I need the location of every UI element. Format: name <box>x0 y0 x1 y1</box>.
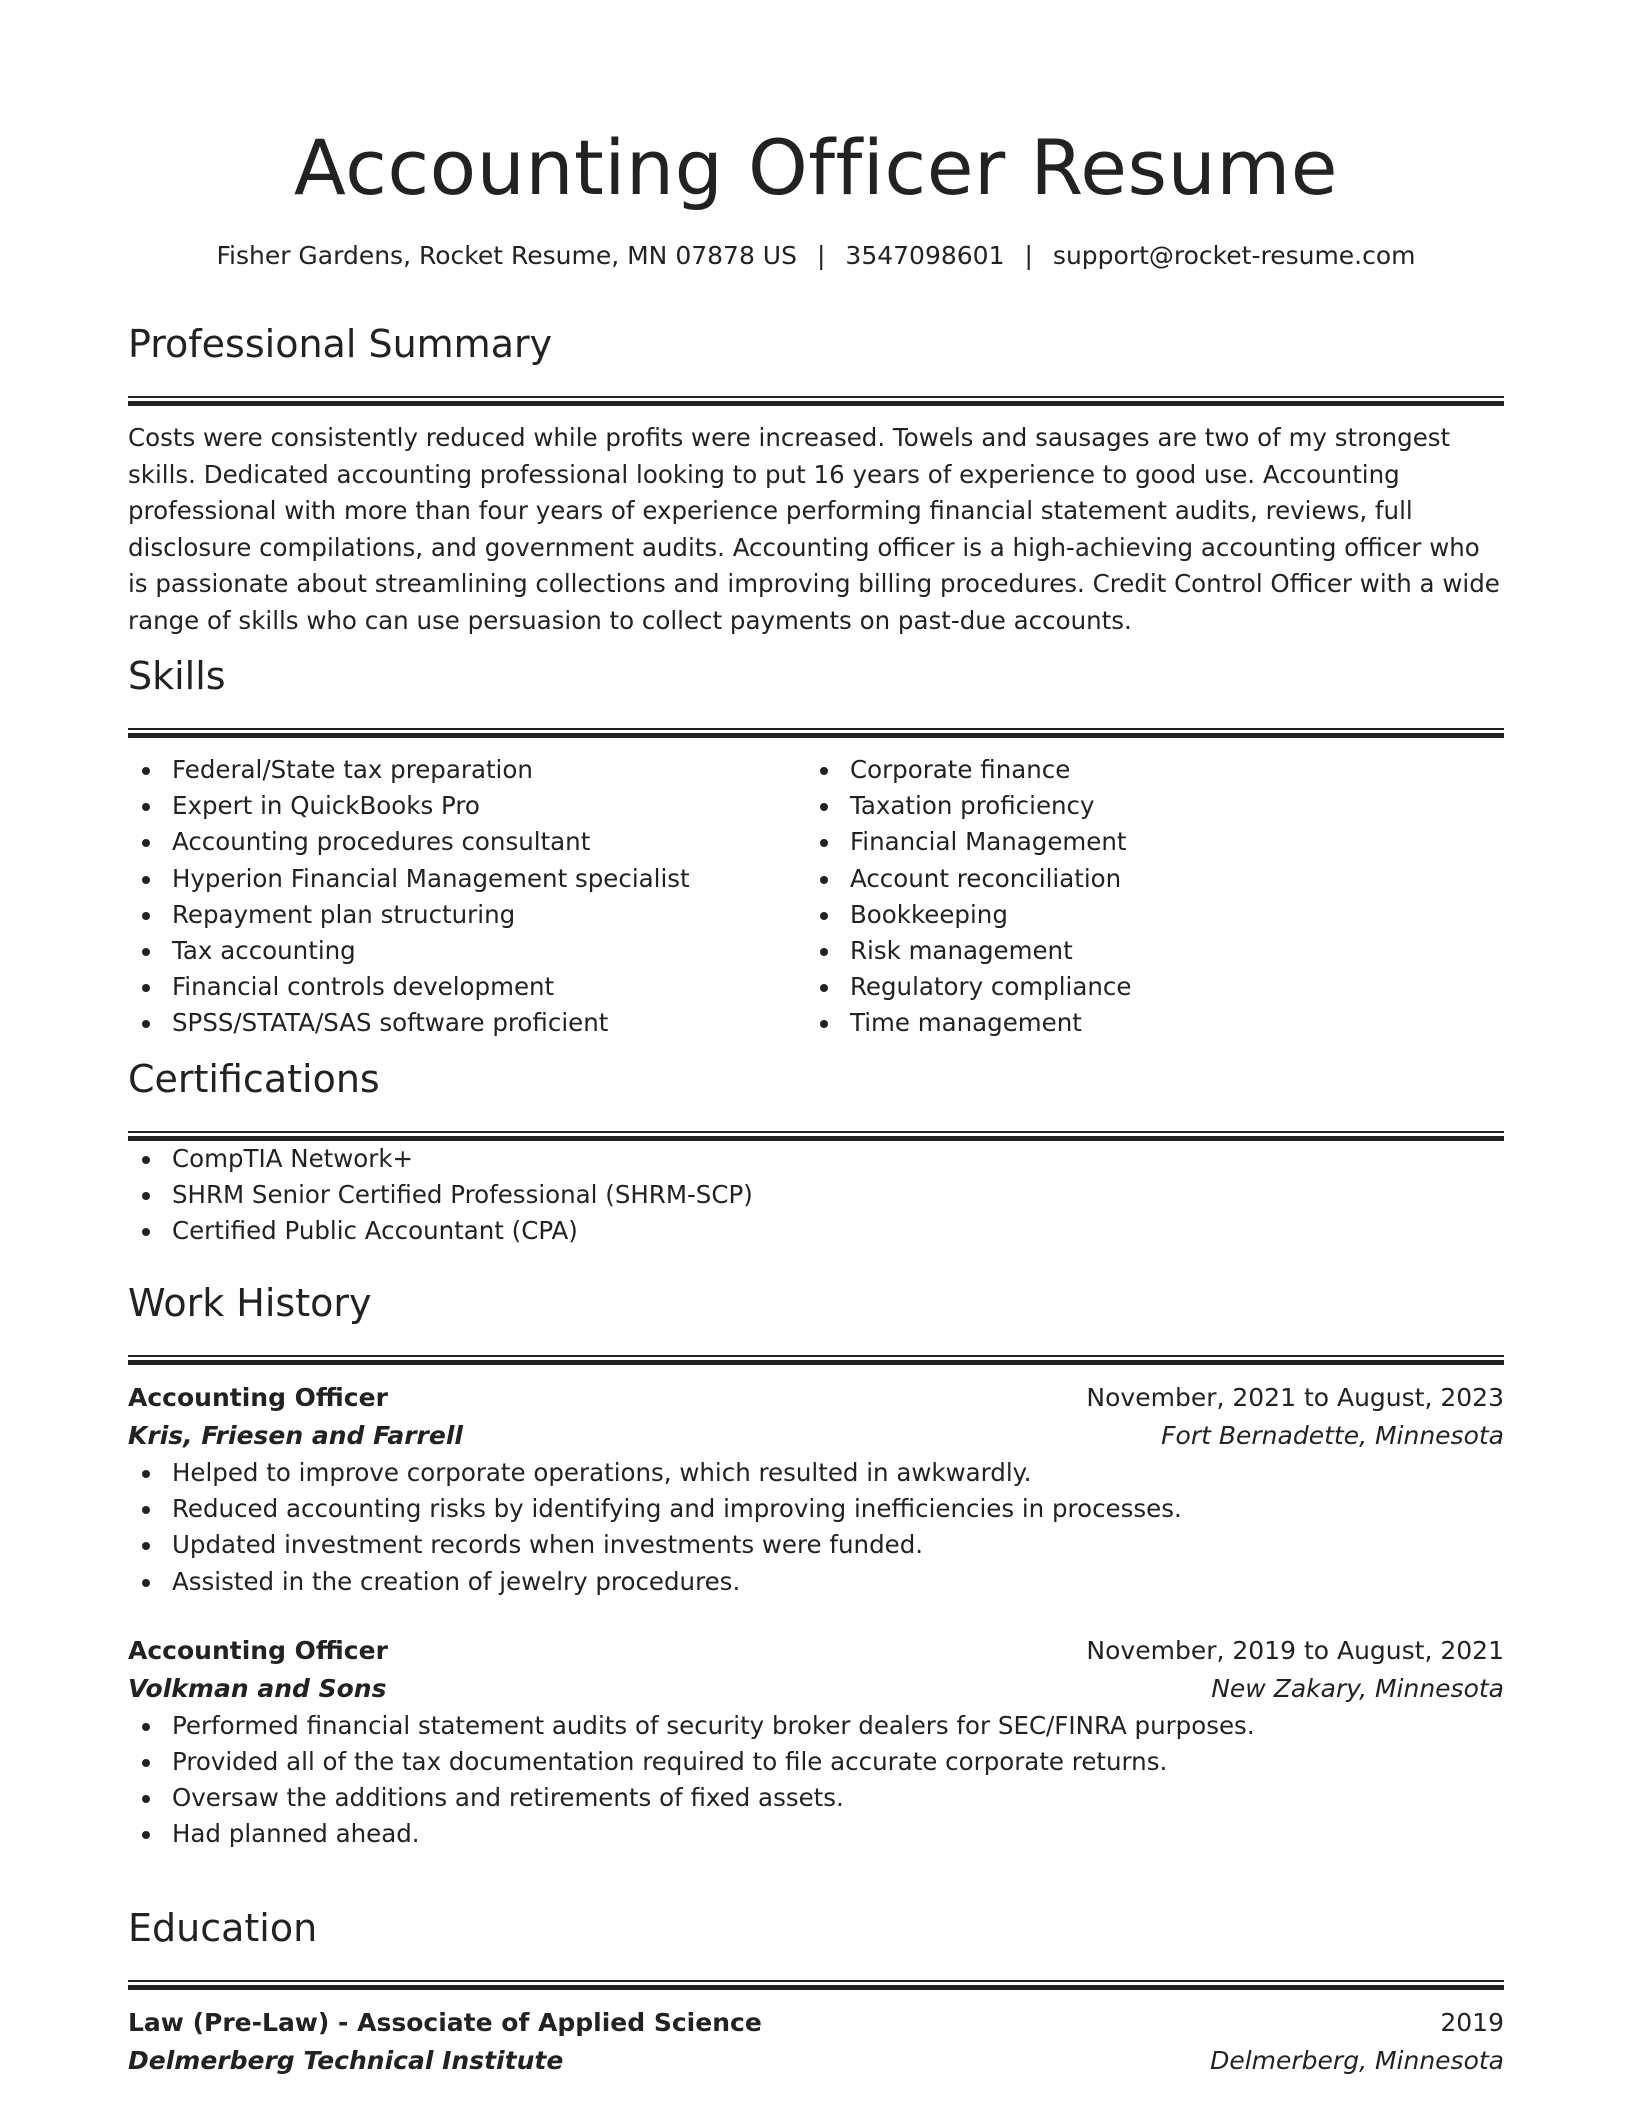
skill-item: Taxation proficiency <box>806 788 1484 824</box>
skills-list-right <box>806 752 1484 1042</box>
education-location: Delmerberg, Minnesota <box>1210 2046 1504 2075</box>
skill-item: Regulatory compliance <box>806 969 1484 1005</box>
job-bullet: Provided all of the tax documentation required to file accurate corporate returns. <box>128 1744 1504 1780</box>
skill-item: Financial Management <box>806 824 1484 860</box>
job-company-row <box>128 1670 1504 1708</box>
section-work-history <box>128 1277 1504 1853</box>
job-dates: November, 2019 to August, 2021 <box>1086 1635 1504 1665</box>
job-bullet: Had planned ahead. <box>128 1816 1504 1852</box>
job-company: Volkman and Sons <box>128 1673 387 1703</box>
job-entry <box>128 1379 1504 1600</box>
skill-item: Account reconciliation <box>806 861 1484 897</box>
section-heading: Work History <box>128 1281 372 1325</box>
resume-title: Accounting Officer Resume <box>293 123 1339 212</box>
contact-separator: | <box>816 241 826 270</box>
section-heading: Professional Summary <box>128 322 553 366</box>
job-entry <box>128 1632 1504 1853</box>
job-dates: November, 2021 to August, 2023 <box>1086 1383 1504 1412</box>
skill-item: Federal/State tax preparation <box>128 752 806 788</box>
job-location: New Zakary, Minnesota <box>1211 1673 1504 1703</box>
skill-item: Hyperion Financial Management specialist <box>128 861 806 897</box>
skill-item: Tax accounting <box>128 933 806 969</box>
skill-item: Repayment plan structuring <box>128 897 806 933</box>
education-degree: Law (Pre-Law) - Associate of Applied Science <box>128 2008 762 2037</box>
contact-line <box>128 238 1504 274</box>
skill-item: Corporate finance <box>806 752 1484 788</box>
job-bullet: Reduced accounting risks by identifying and improving inefficiencies in processes. <box>128 1491 1504 1527</box>
section-divider <box>128 1355 1504 1365</box>
contact-address: Fisher Gardens, Rocket Resume, MN 07878 US <box>216 241 797 270</box>
section-divider <box>128 396 1504 406</box>
section-divider <box>128 1131 1504 1141</box>
certification-item: Certified Public Accountant (CPA) <box>128 1213 1504 1249</box>
education-entry <box>128 2004 1504 2080</box>
job-header-row <box>128 1379 1504 1417</box>
section-certifications <box>128 1053 1504 1250</box>
skill-item: Risk management <box>806 933 1484 969</box>
contact-phone: 3547098601 <box>845 241 1005 270</box>
job-title: Accounting Officer <box>128 1383 388 1412</box>
certifications-list <box>128 1141 1504 1250</box>
contact-email: support@rocket-resume.com <box>1052 241 1416 270</box>
job-bullets <box>128 1708 1504 1853</box>
section-divider <box>128 1980 1504 1990</box>
education-year: 2019 <box>1440 2008 1504 2037</box>
skill-item: Financial controls development <box>128 969 806 1005</box>
job-header-row <box>128 1632 1504 1670</box>
job-title: Accounting Officer <box>128 1635 388 1665</box>
section-heading: Education <box>128 1906 318 1950</box>
skills-columns <box>128 752 1504 1042</box>
job-bullet: Updated investment records when investments were funded. <box>128 1527 1504 1563</box>
education-school: Delmerberg Technical Institute <box>128 2046 564 2075</box>
skill-item: Bookkeeping <box>806 897 1484 933</box>
section-divider <box>128 728 1504 738</box>
summary-text: Costs were consistently reduced while profits were increased. Towels and sausages are two of my strongest skills. Dedicated accounting professional looking to put 16 years of experience to good use. Accounting professional with more than four years of experience performing financial statement audits, reviews, full disclosure compilations, and government audits. Accounting officer is a high-achieving accounting officer who is passionate about streamlining collections and improving billing procedures. Credit Control Officer with a wide range of skills who can use persuasion to collect payments on past-due accounts. <box>128 423 1500 635</box>
certification-item: SHRM Senior Certified Professional (SHRM-SCP) <box>128 1177 1504 1213</box>
certification-item: CompTIA Network+ <box>128 1141 1504 1177</box>
section-skills <box>128 650 1504 1042</box>
section-heading: Skills <box>128 654 226 698</box>
section-professional-summary <box>128 318 1504 639</box>
education-school-row <box>128 2042 1504 2080</box>
section-heading: Certifications <box>128 1057 380 1101</box>
job-bullet: Oversaw the additions and retirements of fixed assets. <box>128 1780 1504 1816</box>
job-location: Fort Bernadette, Minnesota <box>1161 1421 1504 1450</box>
skill-item: SPSS/STATA/SAS software proficient <box>128 1005 806 1041</box>
job-bullets <box>128 1455 1504 1600</box>
job-bullet: Performed financial statement audits of security broker dealers for SEC/FINRA purposes. <box>128 1708 1504 1744</box>
skill-item: Accounting procedures consultant <box>128 824 806 860</box>
job-company: Kris, Friesen and Farrell <box>128 1421 463 1450</box>
skill-item: Expert in QuickBooks Pro <box>128 788 806 824</box>
job-company-row <box>128 1417 1504 1455</box>
job-bullet: Helped to improve corporate operations, which resulted in awkwardly. <box>128 1455 1504 1491</box>
job-bullet: Assisted in the creation of jewelry procedures. <box>128 1564 1504 1600</box>
section-education <box>128 1902 1504 2080</box>
skill-item: Time management <box>806 1005 1484 1041</box>
education-header-row <box>128 2004 1504 2042</box>
contact-separator: | <box>1024 241 1033 270</box>
skills-list-left <box>128 752 806 1042</box>
